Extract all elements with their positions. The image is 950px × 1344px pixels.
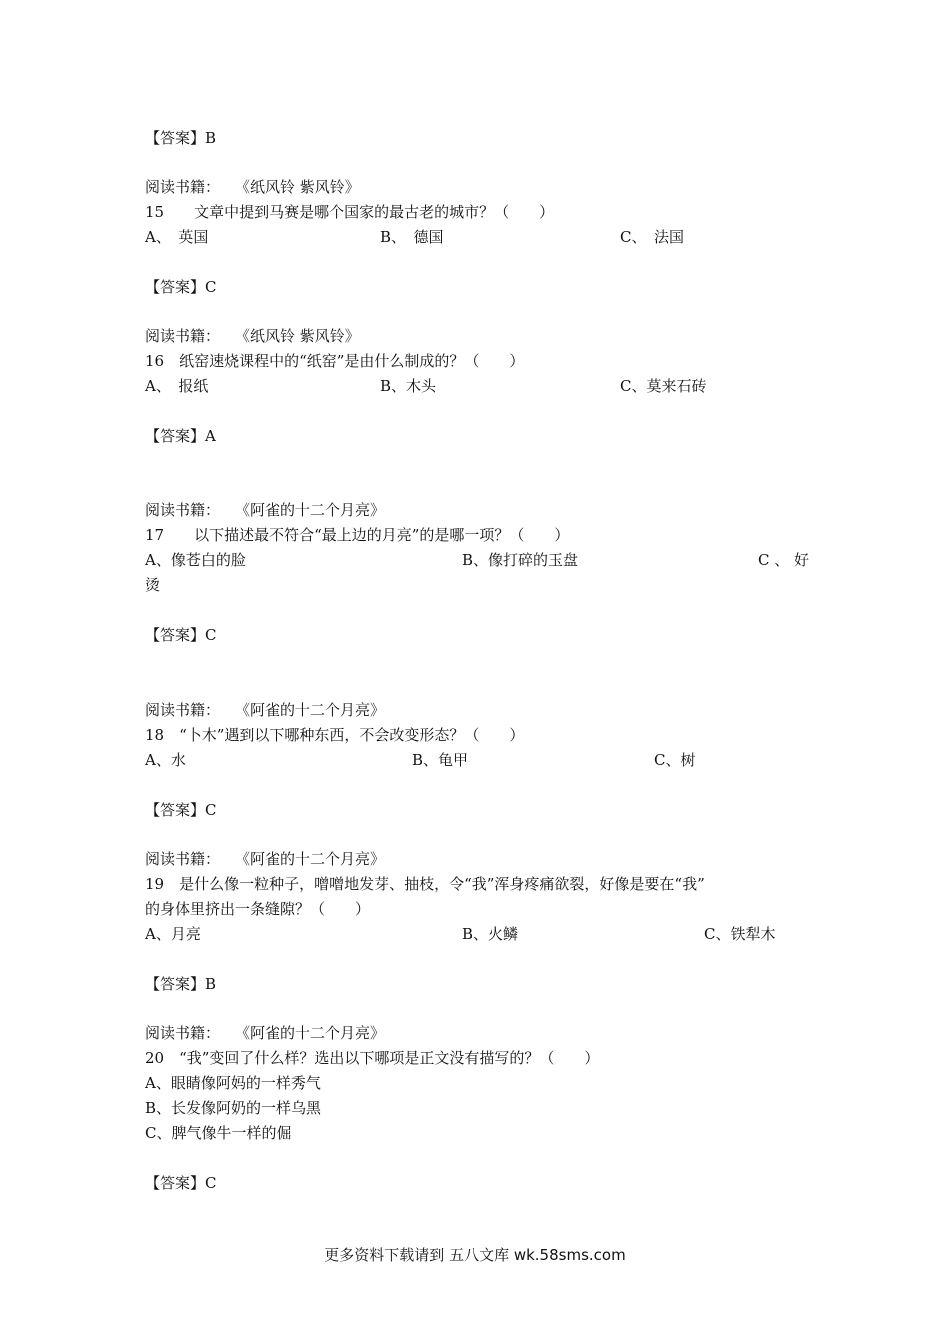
option-20-b: B、长发像阿奶的一样乌黑: [145, 1099, 322, 1117]
option-20-c: C、脾气像牛一样的倔: [145, 1124, 292, 1142]
option-17-c-continuation: 烫: [145, 576, 161, 594]
option-17-c: C 、 好: [758, 551, 810, 569]
option-19-c: C、铁犁木: [704, 925, 776, 943]
option-15-b: B、 德国: [380, 228, 444, 246]
book-title-18: 阅读书籍： 《阿雀的十二个月亮》: [145, 701, 386, 719]
question-18: 18 “卜木”遇到以下哪种东西，不会改变形态？（ ）: [145, 726, 525, 744]
option-19-a: A、月亮: [145, 925, 201, 943]
book-title-20: 阅读书籍： 《阿雀的十二个月亮》: [145, 1024, 386, 1042]
option-17-b: B、像打碎的玉盘: [462, 551, 579, 569]
option-16-c: C、莫来石砖: [620, 377, 707, 395]
answer-20: 【答案】C: [145, 1174, 217, 1192]
question-17: 17 以下描述最不符合“最上边的月亮”的是哪一项？（ ）: [145, 526, 570, 544]
option-18-a: A、水: [145, 751, 186, 769]
question-19-line2: 的身体里挤出一条缝隙？（ ）: [145, 900, 371, 918]
option-19-b: B、火鳞: [462, 925, 519, 943]
option-15-a: A、 英国: [145, 228, 209, 246]
option-18-b: B、龟甲: [412, 751, 469, 769]
option-18-c: C、树: [654, 751, 696, 769]
book-title-17: 阅读书籍： 《阿雀的十二个月亮》: [145, 501, 386, 519]
question-16: 16 纸窑速烧课程中的“纸窑”是由什么制成的？（ ）: [145, 352, 525, 370]
option-15-c: C、 法国: [620, 228, 684, 246]
question-15: 15 文章中提到马赛是哪个国家的最古老的城市？（ ）: [145, 203, 555, 221]
answer-17: 【答案】C: [145, 626, 217, 644]
question-19-line1: 19 是什么像一粒种子，噌噌地发芽、抽枝，令“我”浑身疼痛欲裂，好像是要在“我”: [145, 875, 705, 893]
option-16-a: A、 报纸: [145, 377, 209, 395]
answer-19: 【答案】B: [145, 975, 217, 993]
book-title-15: 阅读书籍： 《纸风铃 紫风铃》: [145, 178, 360, 196]
answer-16: 【答案】A: [145, 427, 216, 445]
answer-18: 【答案】C: [145, 801, 217, 819]
option-16-b: B、木头: [380, 377, 437, 395]
answer-15: 【答案】C: [145, 278, 217, 296]
option-17-a: A、像苍白的脸: [145, 551, 246, 569]
question-20: 20 “我”变回了什么样？选出以下哪项是正文没有描写的？（ ）: [145, 1049, 600, 1067]
book-title-16: 阅读书籍： 《纸风铃 紫风铃》: [145, 327, 360, 345]
book-title-19: 阅读书籍： 《阿雀的十二个月亮》: [145, 850, 386, 868]
answer-14: 【答案】B: [145, 129, 217, 147]
footer-download-note: 更多资料下载请到 五八文库 wk.58sms.com: [324, 1246, 626, 1264]
option-20-a: A、眼睛像阿妈的一样秀气: [145, 1074, 321, 1092]
